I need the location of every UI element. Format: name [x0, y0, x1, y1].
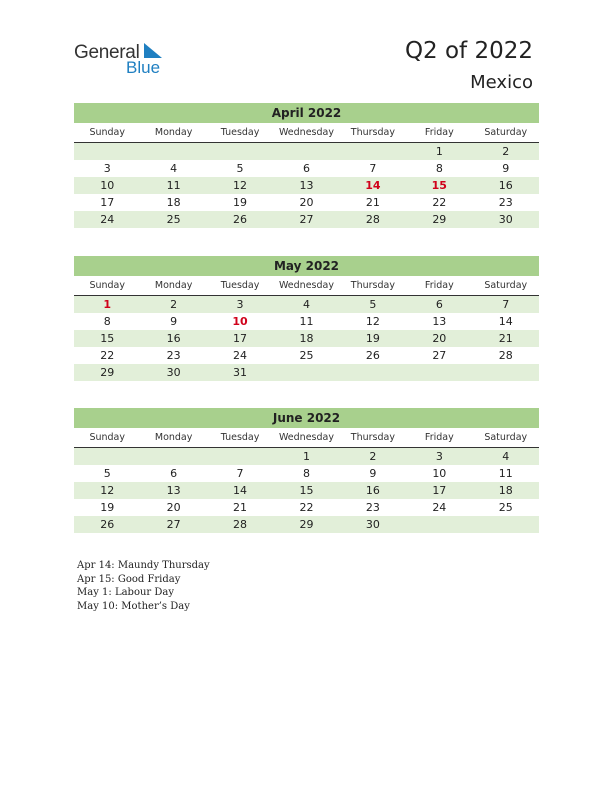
day-cell: 20: [166, 501, 181, 514]
day-cell: 9: [369, 467, 377, 480]
month-calendar: [74, 408, 539, 533]
holiday-notes: [77, 559, 210, 613]
day-cell: 18: [498, 484, 513, 497]
page-title: Q2 of 2022: [404, 38, 533, 64]
day-cell: 13: [299, 179, 314, 192]
day-cell: 24: [100, 213, 115, 226]
weekday-label: Tuesday: [220, 432, 260, 443]
weekday-label: Wednesday: [278, 127, 334, 138]
day-cell: 3: [236, 298, 244, 311]
day-cell: 16: [365, 484, 380, 497]
empty-day-cell: [273, 143, 339, 160]
weekday-label: Monday: [154, 280, 193, 291]
weekday-label: Tuesday: [220, 127, 260, 138]
week-row: [74, 364, 539, 381]
weekday-label: Friday: [424, 432, 454, 443]
day-cell: 20: [299, 196, 314, 209]
empty-day-cell: [406, 364, 472, 381]
weekday-label: Sunday: [89, 432, 125, 443]
day-cell: 7: [369, 162, 377, 175]
day-cell: 19: [365, 332, 380, 345]
weekday-label: Sunday: [89, 280, 125, 291]
day-cell: 1: [302, 450, 310, 463]
week-row: [74, 482, 539, 499]
week-row: [74, 296, 539, 313]
empty-day-cell: [140, 448, 206, 465]
day-cell: 19: [233, 196, 248, 209]
empty-day-cell: [473, 516, 539, 533]
holiday-note: May 10: Mother’s Day: [77, 600, 190, 612]
day-cell: 2: [170, 298, 178, 311]
day-cell: 9: [170, 315, 178, 328]
day-cell: 13: [166, 484, 181, 497]
week-row: [74, 499, 539, 516]
empty-day-cell: [340, 364, 406, 381]
day-cell: 5: [236, 162, 244, 175]
day-cell: 12: [365, 315, 380, 328]
day-cell: 24: [432, 501, 447, 514]
day-cell: 6: [435, 298, 443, 311]
day-cell: 28: [498, 349, 513, 362]
week-row: [74, 465, 539, 482]
day-cell: 7: [502, 298, 510, 311]
week-row: [74, 347, 539, 364]
weekday-header-row: [74, 428, 539, 448]
day-cell: 23: [365, 501, 380, 514]
month-title: May 2022: [74, 256, 539, 276]
day-cell: 15: [299, 484, 314, 497]
day-cell: 19: [100, 501, 115, 514]
day-cell: 11: [299, 315, 314, 328]
day-cell: 8: [435, 162, 443, 175]
weekday-label: Saturday: [484, 280, 528, 291]
holiday-note: May 1: Labour Day: [77, 587, 174, 598]
weekday-label: Thursday: [350, 127, 395, 138]
day-cell: 5: [369, 298, 377, 311]
day-cell: 27: [299, 213, 314, 226]
week-row: [74, 177, 539, 194]
holiday-day-cell: 1: [103, 298, 112, 311]
day-cell: 20: [432, 332, 447, 345]
day-cell: 7: [236, 467, 244, 480]
day-cell: 27: [166, 518, 181, 531]
weekday-label: Thursday: [350, 432, 395, 443]
day-cell: 16: [498, 179, 513, 192]
day-cell: 13: [432, 315, 447, 328]
day-cell: 4: [302, 298, 310, 311]
week-row: [74, 160, 539, 177]
day-cell: 21: [365, 196, 380, 209]
holiday-note: Apr 14: Maundy Thursday: [77, 560, 210, 571]
day-cell: 6: [170, 467, 178, 480]
holiday-day-cell: 10: [232, 315, 248, 328]
weekday-label: Friday: [424, 127, 454, 138]
empty-day-cell: [207, 143, 273, 160]
day-cell: 2: [502, 145, 510, 158]
day-cell: 24: [233, 349, 248, 362]
day-cell: 8: [103, 315, 111, 328]
week-row: [74, 448, 539, 465]
day-cell: 23: [498, 196, 513, 209]
day-cell: 11: [498, 467, 513, 480]
day-cell: 1: [435, 145, 443, 158]
day-cell: 25: [498, 501, 513, 514]
day-cell: 10: [432, 467, 447, 480]
day-cell: 23: [166, 349, 181, 362]
weekday-label: Tuesday: [220, 280, 260, 291]
day-cell: 4: [170, 162, 178, 175]
day-cell: 22: [100, 349, 115, 362]
day-cell: 2: [369, 450, 377, 463]
day-cell: 29: [299, 518, 314, 531]
day-cell: 8: [302, 467, 310, 480]
weekday-header-row: [74, 276, 539, 296]
logo-general-text: General: [74, 42, 140, 63]
day-cell: 22: [299, 501, 314, 514]
day-cell: 3: [103, 162, 111, 175]
weekday-label: Saturday: [484, 432, 528, 443]
month-title: April 2022: [74, 103, 539, 123]
day-cell: 5: [103, 467, 111, 480]
empty-day-cell: [74, 448, 140, 465]
weekday-label: Wednesday: [278, 432, 334, 443]
day-cell: 25: [166, 213, 181, 226]
logo: [74, 42, 174, 78]
logo-flag-icon: [142, 43, 164, 59]
day-cell: 22: [432, 196, 447, 209]
day-cell: 3: [435, 450, 443, 463]
day-cell: 18: [166, 196, 181, 209]
weekday-label: Sunday: [89, 127, 125, 138]
logo-blue-text: Blue: [126, 58, 161, 77]
day-cell: 29: [432, 213, 447, 226]
day-cell: 6: [302, 162, 310, 175]
empty-day-cell: [207, 448, 273, 465]
month-title: June 2022: [74, 408, 539, 428]
day-cell: 28: [365, 213, 380, 226]
empty-day-cell: [273, 364, 339, 381]
day-cell: 30: [498, 213, 513, 226]
week-row: [74, 516, 539, 533]
day-cell: 17: [233, 332, 248, 345]
day-cell: 11: [166, 179, 181, 192]
weekday-header-row: [74, 123, 539, 143]
day-cell: 12: [100, 484, 115, 497]
week-row: [74, 143, 539, 160]
week-row: [74, 211, 539, 228]
week-row: [74, 330, 539, 347]
empty-day-cell: [340, 143, 406, 160]
holiday-day-cell: 15: [431, 179, 447, 192]
day-cell: 26: [100, 518, 115, 531]
day-cell: 30: [166, 366, 181, 379]
country-name: Mexico: [470, 72, 533, 93]
weekday-label: Wednesday: [278, 280, 334, 291]
holiday-note: Apr 15: Good Friday: [77, 573, 181, 585]
day-cell: 9: [502, 162, 510, 175]
day-cell: 14: [233, 484, 248, 497]
day-cell: 16: [166, 332, 181, 345]
day-cell: 27: [432, 349, 447, 362]
weekday-label: Saturday: [484, 127, 528, 138]
empty-day-cell: [406, 516, 472, 533]
weekday-label: Friday: [424, 280, 454, 291]
month-calendar: [74, 103, 539, 228]
day-cell: 12: [233, 179, 248, 192]
day-cell: 15: [100, 332, 115, 345]
weekday-label: Monday: [154, 432, 193, 443]
day-cell: 17: [432, 484, 447, 497]
day-cell: 29: [100, 366, 115, 379]
day-cell: 25: [299, 349, 314, 362]
day-cell: 10: [100, 179, 115, 192]
holiday-day-cell: 14: [365, 179, 381, 192]
week-row: [74, 313, 539, 330]
day-cell: 21: [233, 501, 248, 514]
day-cell: 28: [233, 518, 248, 531]
empty-day-cell: [473, 364, 539, 381]
weekday-label: Monday: [154, 127, 193, 138]
day-cell: 30: [365, 518, 380, 531]
day-cell: 26: [233, 213, 248, 226]
empty-day-cell: [74, 143, 140, 160]
day-cell: 14: [498, 315, 513, 328]
week-row: [74, 194, 539, 211]
day-cell: 31: [233, 366, 248, 379]
day-cell: 17: [100, 196, 115, 209]
month-calendar: [74, 256, 539, 381]
day-cell: 26: [365, 349, 380, 362]
empty-day-cell: [140, 143, 206, 160]
day-cell: 18: [299, 332, 314, 345]
day-cell: 4: [502, 450, 510, 463]
day-cell: 21: [498, 332, 513, 345]
weekday-label: Thursday: [350, 280, 395, 291]
